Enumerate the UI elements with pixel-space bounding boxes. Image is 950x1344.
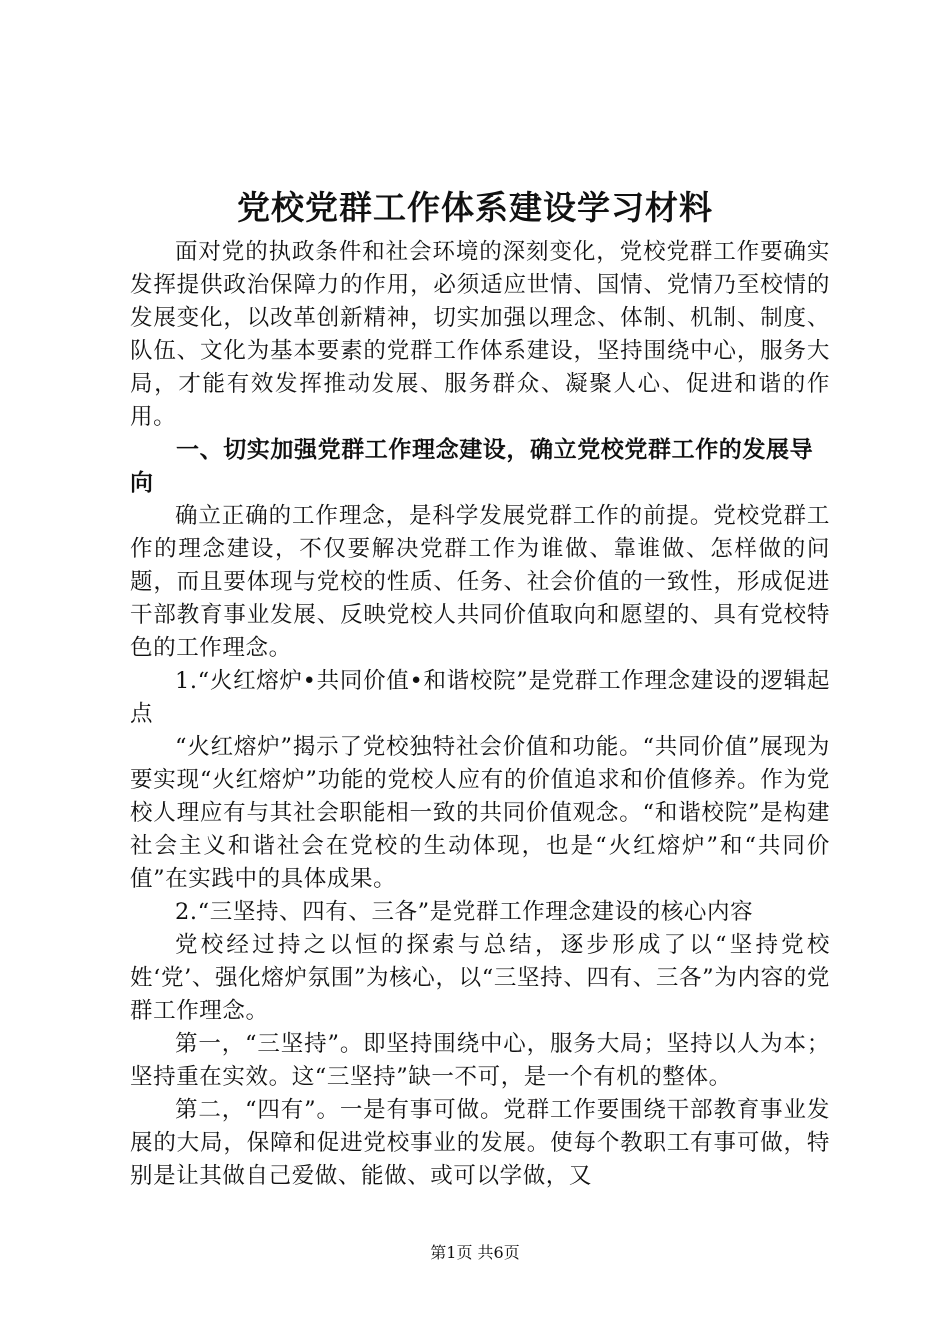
- document-title: 党校党群工作体系建设学习材料: [237, 188, 713, 227]
- paragraph-second: 第二，“四有”。一是有事可做。党群工作要围绕干部教育事业发展的大局，保障和促进党校事业的发展。使每个教职工有事可做，特别是让其做自己爱做、能做、或可以学做，又: [130, 1097, 830, 1189]
- paragraph-intro: 面对党的执政条件和社会环境的深刻变化，党校党群工作要确实发挥提供政治保障力的作用，必须适应世情、国情、党情乃至校情的发展变化，以改革创新精神，切实加强以理念、体制、机制、制度、队伍、文化为基本要素的党群工作体系建设，坚持围绕中心，服务大局，才能有效发挥推动发展、服务群众、凝聚人心、促进和谐的作用。: [130, 239, 830, 430]
- subheading-1: 1.“火红熔炉•共同价值•和谐校院”是党群工作理念建设的逻辑起点: [130, 668, 830, 727]
- document-body: [130, 236, 830, 1193]
- section-heading-1: 一、切实加强党群工作理念建设，确立党校党群工作的发展导向: [130, 437, 814, 496]
- paragraph-concept: 确立正确的工作理念，是科学发展党群工作的前提。党校党群工作的理念建设，不仅要解决党群工作为谁做、靠谁做、怎样做的问题，而且要体现与党校的性质、任务、社会价值的一致性，形成促进干部教育事业发展、反映党校人共同价值取向和愿望的、具有党校特色的工作理念。: [130, 503, 830, 661]
- subheading-2: 2.“三坚持、四有、三各”是党群工作理念建设的核心内容: [175, 899, 754, 925]
- paragraph-furnace: “火红熔炉”揭示了党校独特社会价值和功能。“共同价值”展现为要实现“火红熔炉”功能的党校人应有的价值追求和价值修养。作为党校人理应有与其社会职能相一致的共同价值观念。“和谐校院”是构建社会主义和谐社会在党校的生动体现，也是“火红熔炉”和“共同价值”在实践中的具体成果。: [130, 734, 830, 892]
- paragraph-first: 第一，“三坚持”。即坚持围绕中心，服务大局；坚持以人为本；坚持重在实效。这“三坚持”缺一不可，是一个有机的整体。: [130, 1031, 830, 1090]
- page-footer: 第1页 共6页: [430, 1243, 520, 1262]
- paragraph-summary: 党校经过持之以恒的探索与总结，逐步形成了以“坚持党校姓‘党’、强化熔炉氛围”为核心，以“三坚持、四有、三各”为内容的党群工作理念。: [130, 932, 830, 1024]
